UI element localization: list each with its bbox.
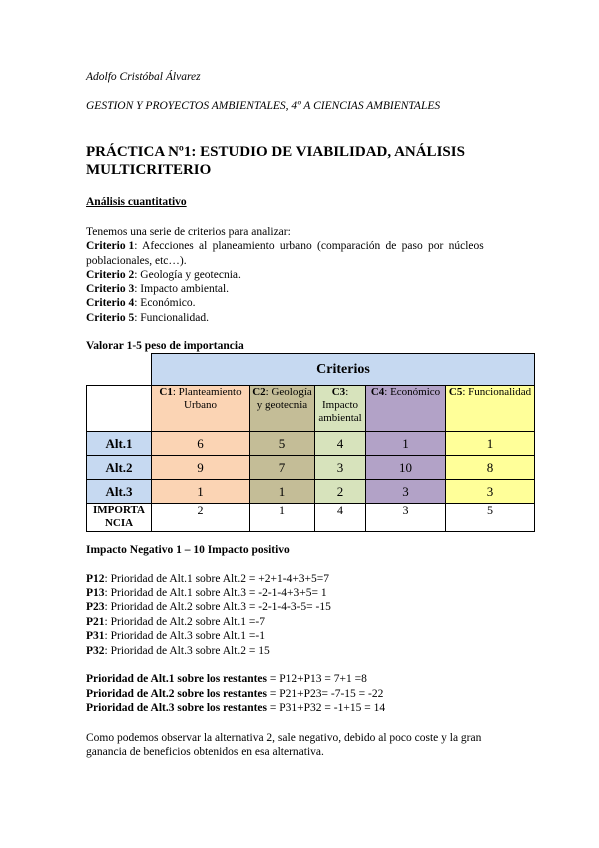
cell-alt1-c3: 4 — [315, 432, 366, 456]
row-label-alt2: Alt.2 — [87, 456, 152, 480]
col-c5-code: C5 — [448, 386, 463, 398]
priority-p21 — [86, 615, 265, 630]
criterion-1-label: Criterio 1 — [86, 240, 135, 252]
criterion-2-label: Criterio 2 — [86, 269, 135, 281]
importance-label-line1: IMPORTA — [93, 504, 145, 516]
cell-alt1-c2: 5 — [250, 432, 315, 456]
col-c4-label: : Económico — [384, 386, 441, 398]
total-alt1-text: = P12+P13 = 7+1 =8 — [267, 673, 367, 685]
intro-text: Tenemos una serie de criterios para analizar: — [86, 226, 291, 238]
total-alt1-label: Prioridad de Alt.1 sobre los restantes — [86, 673, 268, 685]
criterion-1-text-line2: poblacionales, etc…). — [86, 254, 187, 267]
author-name: Adolfo Cristóbal Álvarez — [86, 71, 201, 83]
col-header-c2 — [250, 386, 315, 432]
page-title-line2: MULTICRITERIO — [86, 162, 212, 178]
priority-p12 — [86, 572, 329, 587]
priority-p31-text: : Prioridad de Alt.3 sobre Alt.1 =-1 — [104, 630, 265, 642]
priority-p13-label: P13 — [86, 587, 105, 599]
total-alt1 — [86, 672, 367, 687]
cell-alt2-c1: 9 — [152, 456, 250, 480]
impact-scale: Impacto Negativo 1 – 10 Impacto positivo — [86, 544, 290, 556]
total-alt2-label: Prioridad de Alt.2 sobre los restantes — [86, 688, 268, 700]
criterion-5 — [86, 311, 209, 326]
cell-importance-c2: 1 — [250, 504, 315, 532]
priority-p31 — [86, 629, 265, 644]
priority-p32-text: : Prioridad de Alt.3 sobre Alt.2 = 15 — [104, 645, 270, 657]
priority-p12-label: P12 — [86, 573, 105, 585]
criterion-4-label: Criterio 4 — [86, 297, 135, 309]
cell-alt2-c5: 8 — [446, 456, 535, 480]
importance-label-line2: NCIA — [104, 517, 134, 529]
criterion-3-text: : Impacto ambiental. — [134, 283, 230, 295]
total-alt2-text: = P21+P23= -7-15 = -22 — [267, 688, 384, 700]
table-col-empty — [87, 386, 152, 432]
col-c5-label: : Funcionalidad — [462, 386, 532, 398]
cell-importance-c4: 3 — [366, 504, 446, 532]
total-alt3-text: = P31+P32 = -1+15 = 14 — [267, 702, 386, 714]
priority-p23-label: P23 — [86, 601, 105, 613]
col-c2-code: C2 — [252, 386, 266, 398]
cell-alt3-c1: 1 — [152, 480, 250, 504]
col-header-c1 — [152, 386, 250, 432]
col-header-c3 — [315, 386, 366, 432]
col-c2-label: : Geología y geotecnia — [256, 386, 312, 411]
conclusion-line2: ganancia de beneficios obtenidos en esa alternativa. — [86, 746, 324, 758]
cell-alt3-c4: 3 — [366, 480, 446, 504]
total-alt2 — [86, 687, 383, 702]
priority-p23-text: : Prioridad de Alt.2 sobre Alt.3 = -2-1-4-3-5= -15 — [104, 601, 331, 613]
criterion-2-text: : Geología y geotecnia. — [134, 269, 241, 281]
priority-p12-text: : Prioridad de Alt.1 sobre Alt.2 = +2+1-4+3+5=7 — [104, 573, 330, 585]
col-header-c4 — [366, 386, 446, 432]
table-header-criterios: Criterios — [152, 354, 535, 386]
priority-p21-label: P21 — [86, 616, 105, 628]
priority-p23 — [86, 600, 331, 615]
cell-alt1-c5: 1 — [446, 432, 535, 456]
criteria-table — [86, 353, 535, 532]
col-c4-code: C4 — [370, 386, 385, 398]
cell-alt3-c2: 1 — [250, 480, 315, 504]
row-label-importance — [87, 504, 152, 532]
priority-p13 — [86, 586, 327, 601]
col-c1-code: C1 — [159, 386, 173, 398]
criterion-3-label: Criterio 3 — [86, 283, 135, 295]
priority-p31-label: P31 — [86, 630, 105, 642]
criterion-2 — [86, 268, 241, 283]
row-label-alt1: Alt.1 — [87, 432, 152, 456]
cell-alt3-c3: 2 — [315, 480, 366, 504]
col-header-c5 — [446, 386, 535, 432]
cell-alt1-c4: 1 — [366, 432, 446, 456]
criterion-1 — [86, 239, 513, 268]
cell-importance-c5: 5 — [446, 504, 535, 532]
page-title-line1: PRÁCTICA Nº1: ESTUDIO DE VIABILIDAD, ANÁLISIS — [86, 144, 465, 160]
table-row-importance — [87, 504, 535, 532]
priority-p13-text: : Prioridad de Alt.1 sobre Alt.3 = -2-1-4+3+5= 1 — [104, 587, 327, 599]
section-heading: Análisis cuantitativo — [86, 196, 187, 208]
cell-alt2-c2: 7 — [250, 456, 315, 480]
course-name: GESTION Y PROYECTOS AMBIENTALES, 4º A CIENCIAS AMBIENTALES — [86, 100, 441, 112]
table-corner-empty — [87, 354, 152, 386]
cell-alt3-c5: 3 — [446, 480, 535, 504]
priority-p32-label: P32 — [86, 645, 105, 657]
cell-alt2-c3: 3 — [315, 456, 366, 480]
conclusion-line1: Como podemos observar la alternativa 2, sale negativo, debido al poco coste y la gran — [86, 732, 482, 744]
criterion-3 — [86, 282, 229, 297]
priority-p21-text: : Prioridad de Alt.2 sobre Alt.1 =-7 — [104, 616, 265, 628]
row-label-alt3: Alt.3 — [87, 480, 152, 504]
col-c3-code: C3 — [331, 386, 346, 398]
criterion-5-text: : Funcionalidad. — [134, 312, 209, 324]
criterion-4 — [86, 296, 196, 311]
criterion-5-label: Criterio 5 — [86, 312, 135, 324]
total-alt3 — [86, 701, 385, 716]
cell-importance-c3: 4 — [315, 504, 366, 532]
cell-alt2-c4: 10 — [366, 456, 446, 480]
cell-alt1-c1: 6 — [152, 432, 250, 456]
table-row-alt3 — [87, 480, 535, 504]
table-row-alt1 — [87, 432, 535, 456]
col-c3-label: : Impacto ambiental — [318, 386, 362, 424]
cell-importance-c1: 2 — [152, 504, 250, 532]
criterion-1-text-line1: : Afecciones al planeamiento urbano (comparación de paso por núcleos — [134, 240, 484, 252]
criterion-4-text: : Económico. — [134, 297, 196, 309]
table-caption: Valorar 1-5 peso de importancia — [86, 340, 244, 352]
priority-p32 — [86, 644, 270, 659]
total-alt3-label: Prioridad de Alt.3 sobre los restantes — [86, 702, 268, 714]
col-c1-label: : Planteamiento Urbano — [172, 386, 242, 411]
table-row-alt2 — [87, 456, 535, 480]
